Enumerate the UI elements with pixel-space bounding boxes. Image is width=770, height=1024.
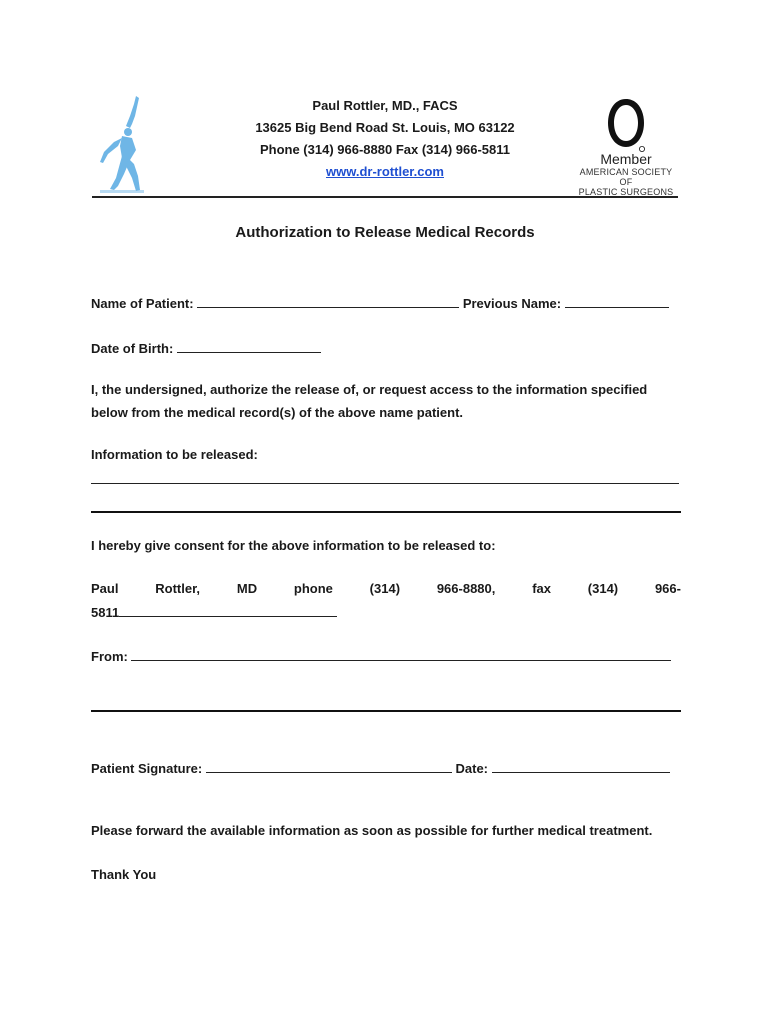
practice-name: Paul Rottler, MD., FACS xyxy=(312,98,458,113)
asps-member-badge xyxy=(572,95,680,197)
asps-line-1: AMERICAN SOCIETY OF xyxy=(579,167,673,187)
patient-signature-label: Patient Signature: xyxy=(91,761,203,776)
date-field[interactable] xyxy=(492,759,670,773)
recipient-word: fax xyxy=(532,581,551,596)
date-of-birth-field[interactable] xyxy=(177,339,321,353)
patient-name-row xyxy=(91,294,669,311)
recipient-word: phone xyxy=(293,581,333,596)
consent-statement: I hereby give consent for the above information to be released to: xyxy=(91,538,496,553)
skater-logo xyxy=(92,94,152,196)
recipient-word: (314) xyxy=(369,581,401,596)
name-of-patient-field[interactable] xyxy=(197,294,459,308)
authorization-statement: I, the undersigned, authorize the release of, or request access to the information specified below from the medical record(s) of the above name patient. xyxy=(91,382,648,420)
letterhead xyxy=(200,95,570,183)
recipient-word: (314) xyxy=(587,581,619,596)
from-line-2[interactable] xyxy=(91,710,681,712)
practice-address: 13625 Big Bend Road St. Louis, MO 63122 xyxy=(255,120,515,135)
recipient-word: 966- xyxy=(654,581,681,596)
from-row xyxy=(91,647,671,664)
document-title: Authorization to Release Medical Records xyxy=(235,224,535,241)
previous-name-label: Previous Name: xyxy=(462,296,562,311)
information-line-1[interactable] xyxy=(91,483,679,484)
recipient-fax-end: 5811 xyxy=(91,605,120,620)
practice-phone-fax: Phone (314) 966-8880 Fax (314) 966-5811 xyxy=(259,142,511,157)
recipient-line-2 xyxy=(91,603,337,620)
from-label: From: xyxy=(91,649,128,664)
information-label: Information to be released: xyxy=(91,447,258,462)
asps-ring-icon xyxy=(606,95,646,153)
asps-line-2: PLASTIC SURGEONS xyxy=(578,187,674,197)
recipient-word: MD xyxy=(236,581,258,596)
header-divider xyxy=(92,196,678,198)
recipient-word: 966-8880, xyxy=(436,581,496,596)
closing: Thank You xyxy=(91,867,157,882)
recipient-word: Rottler, xyxy=(155,581,201,596)
information-line-2[interactable] xyxy=(91,511,681,513)
patient-signature-field[interactable] xyxy=(206,759,452,773)
member-word: Member xyxy=(600,151,652,167)
signature-row xyxy=(91,759,670,776)
recipient-line-1 xyxy=(91,581,681,596)
previous-name-field[interactable] xyxy=(565,294,669,308)
website-link[interactable]: www.dr-rottler.com xyxy=(326,164,444,179)
dob-row xyxy=(91,339,321,356)
name-of-patient-label: Name of Patient: xyxy=(91,296,194,311)
recipient-word: Paul xyxy=(91,581,119,596)
date-of-birth-label: Date of Birth: xyxy=(91,341,174,356)
forward-request: Please forward the available information as soon as possible for further medical treatment. xyxy=(91,823,653,838)
from-field[interactable] xyxy=(131,647,671,661)
date-label: Date: xyxy=(455,761,489,776)
recipient-field[interactable] xyxy=(119,603,337,617)
